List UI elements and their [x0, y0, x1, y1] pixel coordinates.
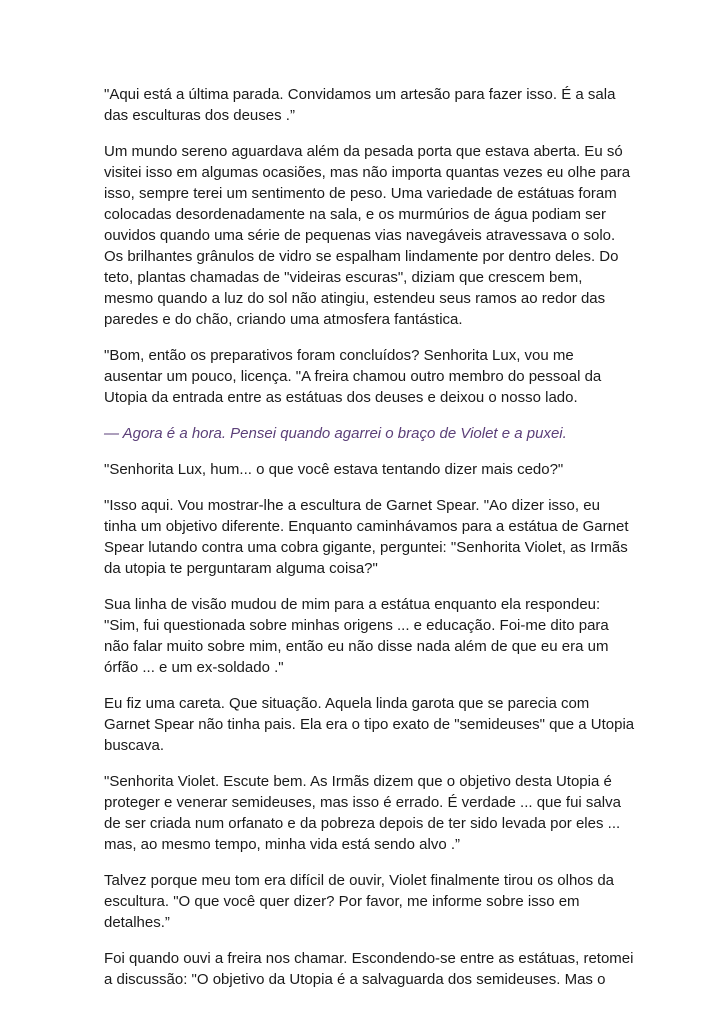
paragraph-line: mesmo quando a luz do sol não atingiu, estendeu seus ramos ao redor das [104, 290, 606, 307]
paragraph-line: de ser criada num orfanato e da pobreza depois de ter sido levada por eles ... [104, 815, 621, 832]
paragraph-line: "Senhorita Violet. Escute bem. As Irmãs dizem que o objetivo desta Utopia é [104, 773, 612, 790]
document-page [104, 84, 635, 1005]
paragraph [104, 771, 624, 855]
paragraph-line: tinha um objetivo diferente. Enquanto caminhávamos para a estátua de Garnet [104, 518, 629, 535]
paragraph-line: proteger e venerar semideuses, mas isso é errado. É verdade ... que fui salva [104, 794, 621, 811]
paragraph-line: "Aqui está a última parada. Convidamos um artesão para fazer isso. É a sala [104, 86, 616, 103]
paragraph-line: isso, sempre terei um sentimento de peso. Uma variedade de estátuas foram [104, 185, 617, 202]
paragraph-line: paredes e do chão, criando uma atmosfera fantástica. [104, 311, 463, 328]
paragraph-line: da utopia te perguntaram alguma coisa?" [104, 560, 378, 577]
paragraph-line: Garnet Spear não tinha pais. Ela era o tipo exato de "semideuses" que a Utopia [104, 716, 635, 733]
paragraph-line: colocadas desordenadamente na sala, e os murmúrios de água podiam ser [104, 206, 606, 223]
paragraph-line: escultura. "O que você quer dizer? Por favor, me informe sobre isso em [104, 893, 580, 910]
paragraph-line: visitei isso em algumas ocasiões, mas não importa quantas vezes eu olhe para [104, 164, 631, 181]
paragraph-line: ouvidos quando uma série de pequenas vias navegáveis atravessava o solo. [104, 227, 616, 244]
paragraph [104, 495, 629, 579]
paragraph-line: Os brilhantes grânulos de vidro se espalham lindamente por dentro deles. Do [104, 248, 619, 265]
paragraph-line: ausentar um pouco, licença. "A freira chamou outro membro do pessoal da [104, 368, 602, 385]
paragraph-line: Talvez porque meu tom era difícil de ouvir, Violet finalmente tirou os olhos da [104, 872, 614, 889]
paragraph-line: "Isso aqui. Vou mostrar-lhe a escultura de Garnet Spear. "Ao dizer isso, eu [104, 497, 600, 514]
paragraph [104, 459, 624, 480]
paragraph [104, 345, 624, 408]
paragraph-line: "Sim, fui questionada sobre minhas origens ... e educação. Foi-me dito para [104, 617, 609, 634]
paragraph-line: órfão ... e um ex-soldado ." [104, 659, 284, 676]
paragraph-line: detalhes.” [104, 914, 170, 931]
italic-paragraph [104, 423, 624, 444]
paragraph [104, 594, 624, 678]
paragraph-line: Eu fiz uma careta. Que situação. Aquela linda garota que se parecia com [104, 695, 590, 712]
paragraph-line: Sua linha de visão mudou de mim para a estátua enquanto ela respondeu: [104, 596, 601, 613]
paragraph [104, 693, 635, 756]
paragraph [104, 141, 631, 330]
paragraph [104, 948, 634, 990]
paragraph-line: não falar muito sobre mim, então eu não disse nada além de que eu era um [104, 638, 609, 655]
paragraph-line: Spear lutando contra uma cobra gigante, perguntei: "Senhorita Violet, as Irmãs [104, 539, 628, 556]
paragraph-line: Um mundo sereno aguardava além da pesada porta que estava aberta. Eu só [104, 143, 623, 160]
paragraph-line: "Senhorita Lux, hum... o que você estava tentando dizer mais cedo?" [104, 461, 564, 478]
paragraph-line: teto, plantas chamadas de "videiras escuras", diziam que crescem bem, [104, 269, 583, 286]
paragraph-line: — Agora é a hora. Pensei quando agarrei o braço de Violet e a puxei. [104, 425, 567, 442]
paragraph-line: a discussão: "O objetivo da Utopia é a salvaguarda dos semideuses. Mas o [104, 971, 606, 988]
paragraph-line: mas, ao mesmo tempo, minha vida está sendo alvo .” [104, 836, 461, 853]
paragraph-line: buscava. [104, 737, 165, 754]
paragraph [104, 84, 624, 126]
paragraph-line: "Bom, então os preparativos foram concluídos? Senhorita Lux, vou me [104, 347, 574, 364]
paragraph-line: Foi quando ouvi a freira nos chamar. Escondendo-se entre as estátuas, retomei [104, 950, 634, 967]
paragraph [104, 870, 624, 933]
paragraph-line: das esculturas dos deuses .” [104, 107, 295, 124]
paragraph-line: Utopia da entrada entre as estátuas dos deuses e deixou o nosso lado. [104, 389, 578, 406]
